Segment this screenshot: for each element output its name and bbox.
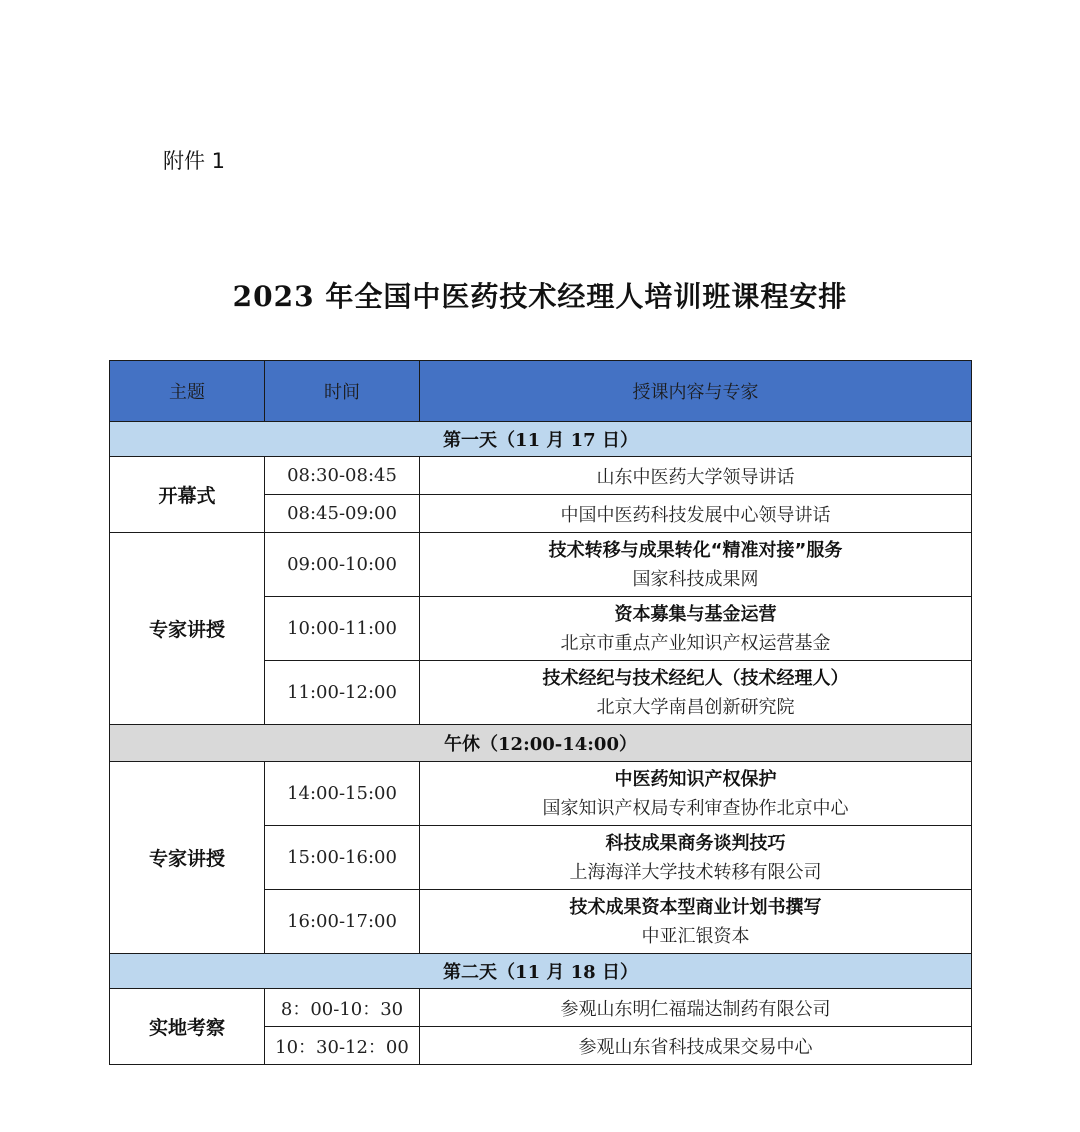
content-cell <box>420 533 972 597</box>
break-row <box>110 725 972 762</box>
time-cell: 11:00-12:00 <box>265 661 420 725</box>
schedule-table <box>109 360 972 1065</box>
time-cell: 08:30-08:45 <box>265 457 420 495</box>
content-cell <box>420 762 972 826</box>
time-cell: 09:00-10:00 <box>265 533 420 597</box>
table-row <box>110 762 972 826</box>
content-cell: 参观山东省科技成果交易中心 <box>420 1027 972 1065</box>
content-cell: 中国中医药科技发展中心领导讲话 <box>420 495 972 533</box>
table-row <box>110 457 972 495</box>
content-cell: 参观山东明仁福瑞达制药有限公司 <box>420 989 972 1027</box>
day1-label: 第一天（11 月 17 日） <box>110 422 972 457</box>
topic-opening: 开幕式 <box>110 457 265 533</box>
attachment-label: 附件 1 <box>163 149 226 173</box>
day-row <box>110 422 972 457</box>
content-cell <box>420 661 972 725</box>
time-cell: 16:00-17:00 <box>265 890 420 954</box>
session-org: 上海海洋大学技术转移有限公司 <box>569 861 822 883</box>
session-org: 中亚汇银资本 <box>641 925 750 947</box>
time-cell: 14:00-15:00 <box>265 762 420 826</box>
table-row <box>110 989 972 1027</box>
session-title: 中医药知识产权保护 <box>614 768 777 790</box>
time-cell: 15:00-16:00 <box>265 826 420 890</box>
session-title: 资本募集与基金运营 <box>614 603 777 625</box>
session-org: 北京大学南昌创新研究院 <box>596 696 795 718</box>
session-org: 国家知识产权局专利审查协作北京中心 <box>542 797 849 819</box>
session-title: 科技成果商务谈判技巧 <box>605 832 786 854</box>
content-cell: 山东中医药大学领导讲话 <box>420 457 972 495</box>
page-title: 2023 年全国中医药技术经理人培训班课程安排 <box>232 280 848 313</box>
lunch-label: 午休（12:00-14:00） <box>110 725 972 762</box>
time-cell: 10:00-11:00 <box>265 597 420 661</box>
time-cell: 8：00-10：30 <box>265 989 420 1027</box>
session-title: 技术成果资本型商业计划书撰写 <box>569 896 822 918</box>
content-cell <box>420 826 972 890</box>
day2-label: 第二天（11 月 18 日） <box>110 954 972 989</box>
content-cell <box>420 597 972 661</box>
table-header-row <box>110 361 972 422</box>
session-title: 技术转移与成果转化“精准对接”服务 <box>548 539 843 561</box>
header-content: 授课内容与专家 <box>420 361 972 422</box>
topic-fieldtrip: 实地考察 <box>110 989 265 1065</box>
header-time: 时间 <box>265 361 420 422</box>
topic-expert-afternoon: 专家讲授 <box>110 762 265 954</box>
session-org: 国家科技成果网 <box>632 568 759 590</box>
header-topic: 主题 <box>110 361 265 422</box>
time-cell: 08:45-09:00 <box>265 495 420 533</box>
session-org: 北京市重点产业知识产权运营基金 <box>560 632 831 654</box>
table-row <box>110 533 972 597</box>
day-row <box>110 954 972 989</box>
session-title: 技术经纪与技术经纪人（技术经理人） <box>542 667 849 689</box>
content-cell <box>420 890 972 954</box>
time-cell: 10：30-12：00 <box>265 1027 420 1065</box>
topic-expert-morning: 专家讲授 <box>110 533 265 725</box>
